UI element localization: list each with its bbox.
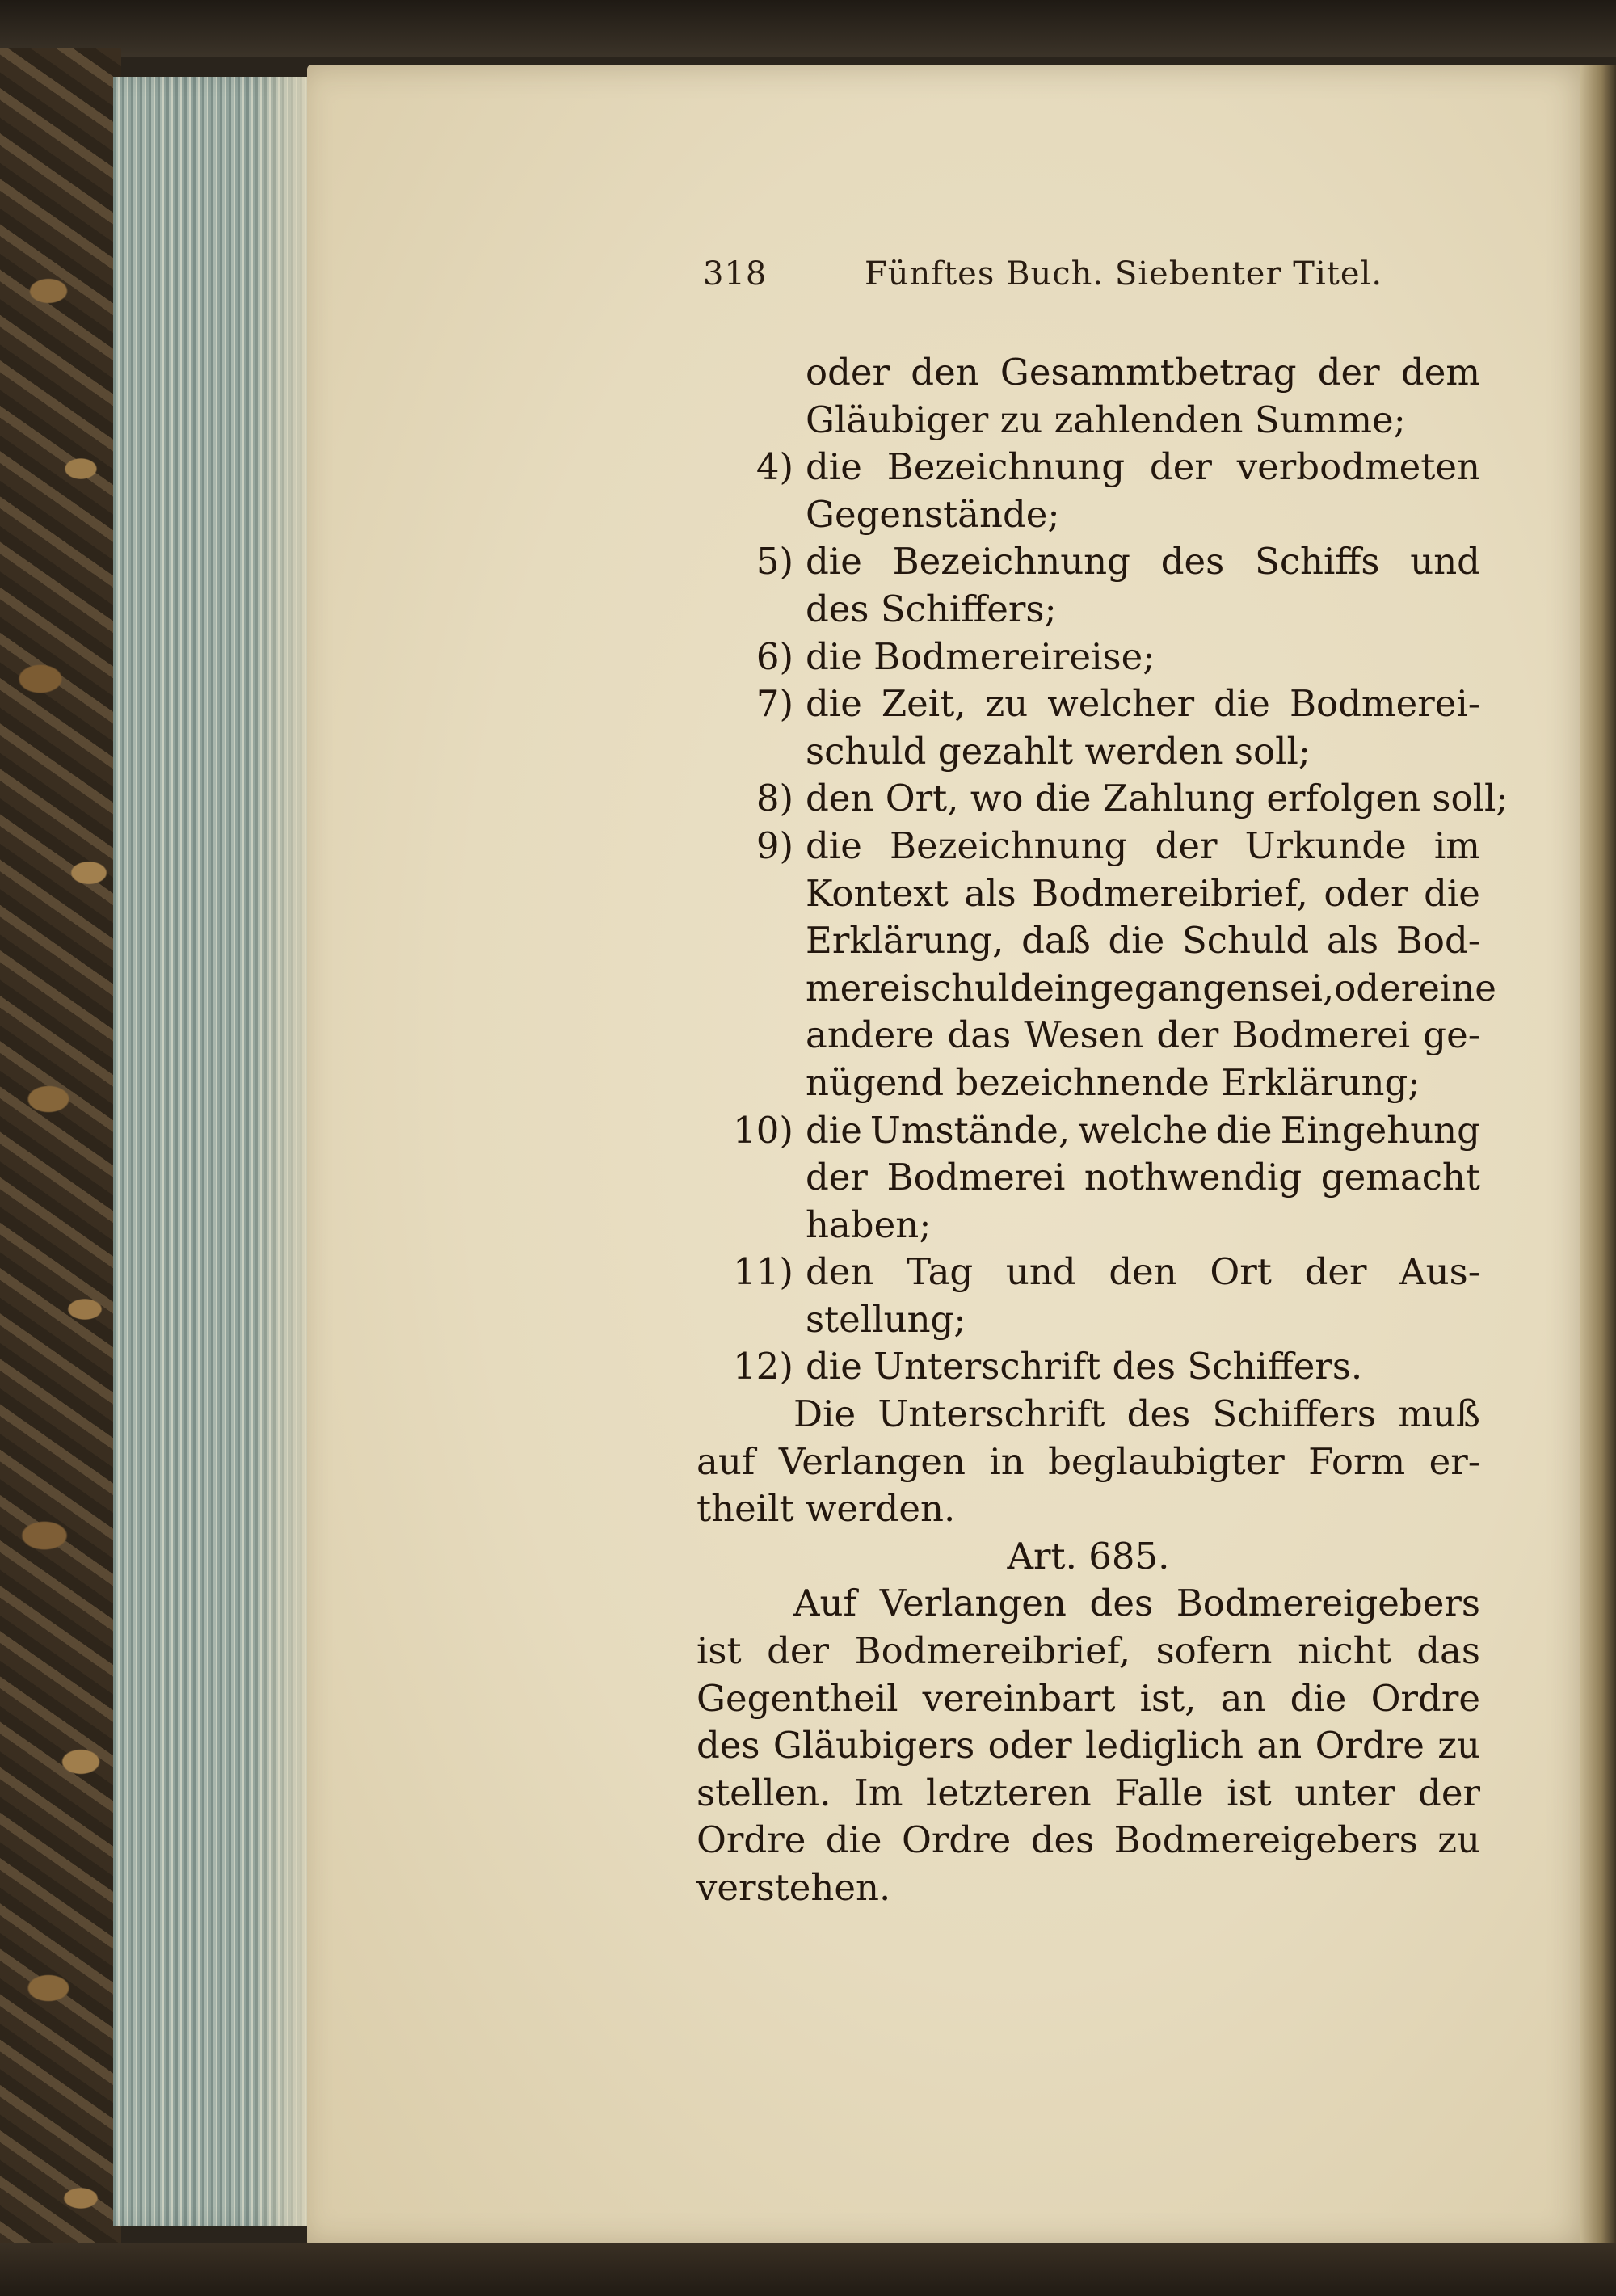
running-header — [703, 255, 1398, 297]
list-item-text: die Zeit, zu welcher die Bodmerei- — [806, 682, 1480, 726]
page-edges — [113, 77, 323, 2226]
list-item-text: die Bezeichnung der verbodmeten — [806, 445, 1480, 489]
list-item-text: oder den Gesammtbetrag der dem — [806, 351, 1480, 394]
list-item-line — [696, 965, 1496, 1013]
list-item-line — [696, 634, 1480, 681]
list-item-line — [696, 823, 1480, 870]
list-item-text: die Unterschrift des Schiffers. — [806, 1345, 1363, 1388]
list-item-text: Gläubiger zu zahlenden Summe; — [806, 398, 1406, 441]
list-item-number: 12) — [733, 1345, 793, 1388]
page-number: 318 — [703, 255, 768, 293]
paragraph-line: Ordre die Ordre des Bodmereigebers zu — [696, 1818, 1480, 1862]
list-item-number: 8) — [755, 777, 793, 820]
enumerated-list — [696, 349, 1509, 1391]
article-paragraph — [696, 1580, 1480, 1911]
list-item-line — [696, 1012, 1480, 1060]
paragraph-line: stellen. Im letzteren Falle ist unter der — [696, 1771, 1480, 1814]
list-item-text: die Bodmereireise; — [806, 634, 1155, 678]
list-item-number: 9) — [755, 824, 793, 867]
list-item-text: haben; — [806, 1203, 932, 1246]
list-item-number: 6) — [755, 634, 793, 678]
list-item-number: 7) — [755, 682, 793, 726]
list-item-line — [696, 1154, 1480, 1202]
list-item-line — [696, 1202, 1480, 1249]
marbled-cover — [0, 48, 121, 2296]
paragraph-line: Auf Verlangen des Bodmereigebers — [793, 1582, 1480, 1625]
paragraph-line: theilt werden. — [696, 1487, 956, 1531]
list-item-number: 11) — [733, 1250, 793, 1294]
paragraph-line: ist der Bodmereibrief, sofern nicht das — [696, 1629, 1480, 1673]
list-item-line — [696, 1107, 1480, 1155]
list-item-line — [696, 680, 1480, 728]
list-item-line — [696, 538, 1480, 586]
list-item-line — [696, 1060, 1480, 1107]
running-title: Fünftes Buch. Siebenter Titel. — [865, 255, 1383, 293]
list-item-line — [696, 870, 1480, 918]
text-block — [696, 349, 1509, 1912]
list-item-line — [696, 349, 1480, 397]
paragraph-line: des Gläubigers oder lediglich an Ordre zu — [696, 1724, 1480, 1767]
list-item-text: die Umstände, welche die Eingehung — [806, 1108, 1480, 1152]
list-item-text: Kontext als Bodmereibrief, oder die — [806, 871, 1480, 915]
article-heading: Art. 685. — [1007, 1534, 1170, 1578]
list-item-line — [696, 917, 1480, 965]
list-item-number: 5) — [755, 540, 793, 583]
list-item-text: den Ort, wo die Zahlung erfolgen soll; — [806, 777, 1509, 820]
paragraph-line: auf Verlangen in beglaubigter Form er- — [696, 1439, 1480, 1483]
list-item-text: nügend bezeichnende Erklärung; — [806, 1060, 1420, 1104]
list-item-line — [696, 444, 1480, 491]
list-item-text: andere das Wesen der Bodmerei ge- — [806, 1013, 1480, 1057]
list-item-text: den Tag und den Ort der Aus- — [806, 1250, 1480, 1294]
list-item-text: Gegenstände; — [806, 492, 1060, 536]
list-item-line — [696, 728, 1480, 776]
paragraph-line: verstehen. — [696, 1866, 891, 1909]
list-item-text: schuld gezahlt werden soll; — [806, 729, 1311, 773]
list-item-line — [696, 586, 1480, 634]
list-item-line — [696, 397, 1480, 444]
list-item-line — [696, 775, 1509, 823]
list-item-text: der Bodmerei nothwendig gemacht — [806, 1156, 1480, 1199]
paragraph-line: Gegentheil vereinbart ist, an die Ordre — [696, 1676, 1480, 1720]
list-item-line — [696, 1343, 1480, 1391]
list-item-number: 4) — [755, 445, 793, 489]
paragraph-line: Die Unterschrift des Schiffers muß — [793, 1392, 1480, 1436]
list-item-line — [696, 491, 1480, 539]
list-item-text: mereischuld eingegangen sei, oder eine — [806, 966, 1496, 1009]
list-item-text: die Bezeichnung des Schiffs und — [806, 540, 1480, 583]
list-item-text: des Schiffers; — [806, 587, 1057, 630]
list-item-line — [696, 1249, 1480, 1296]
background-top — [0, 0, 1616, 57]
list-item-number: 10) — [733, 1108, 793, 1152]
background-bottom — [0, 2243, 1616, 2296]
closing-paragraph — [696, 1391, 1480, 1533]
list-item-text: Erklärung, daß die Schuld als Bod- — [806, 919, 1480, 963]
list-item-text: die Bezeichnung der Urkunde im — [806, 824, 1480, 867]
right-page-edge — [1580, 65, 1616, 2247]
list-item-line — [696, 1296, 1480, 1344]
list-item-text: stellung; — [806, 1297, 966, 1341]
